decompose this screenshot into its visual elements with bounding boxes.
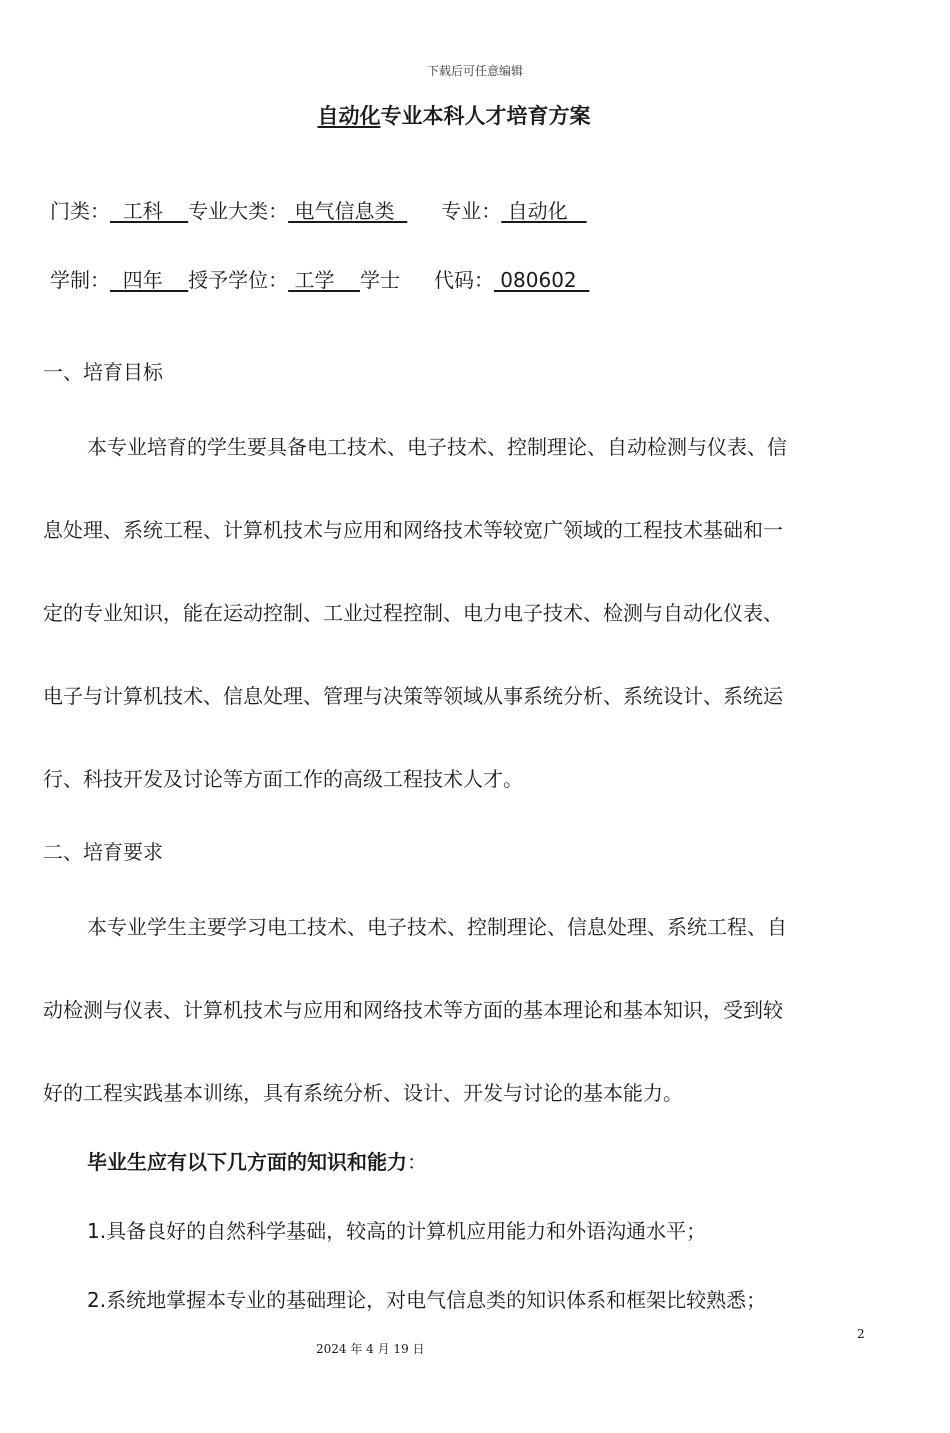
section1-line: 本专业培育的学生要具备电工技术、电子技术、控制理论、自动检测与仪表、信 — [87, 435, 787, 459]
section1-heading: 一、培育目标 — [43, 360, 163, 384]
category-label: 门类： — [50, 199, 110, 223]
section2-line: 本专业学生主要学习电工技术、电子技术、控制理论、信息处理、系统工程、自 — [87, 915, 787, 939]
degree-label: 授予学位： — [188, 268, 289, 292]
title-major: 自动化 — [317, 104, 381, 128]
code-label: 代码： — [433, 268, 494, 292]
page-number: 2 — [857, 1327, 865, 1341]
section2-heading: 二、培育要求 — [43, 840, 163, 864]
category-value: 工科 — [110, 199, 189, 223]
section2-line: 动检测与仪表、计算机技术与应用和网络技术等方面的基本理论和基本知识，受到较 — [43, 998, 783, 1022]
code-value: 080602 — [493, 268, 590, 292]
degree-value: 工学 — [288, 268, 360, 292]
footer-date: 2024 年 4 月 19 日 — [316, 1342, 425, 1356]
section1-line: 息处理、系统工程、计算机技术与应用和网络技术等较宽广领域的工程技术基础和一 — [43, 518, 783, 542]
section1-line: 行、科技开发及讨论等方面工作的高级工程技术人才。 — [43, 767, 523, 791]
section1-line: 电子与计算机技术、信息处理、管理与决策等领域从事系统分析、系统设计、系统运 — [43, 684, 783, 708]
degree-suffix: 学士 — [359, 268, 400, 292]
graduate-heading-text: 毕业生应有以下几方面的知识和能力 — [87, 1150, 407, 1174]
title-rest: 专业本科人才培育方案 — [380, 104, 591, 128]
list-item: 2.系统地掌握本专业的基础理论，对电气信息类的知识体系和框架比较熟悉； — [87, 1288, 767, 1312]
major-class-label: 专业大类： — [188, 199, 289, 223]
major-label: 专业： — [441, 199, 502, 223]
document-title — [0, 100, 908, 130]
header-note: 下载后可任意编辑 — [426, 64, 523, 78]
duration-value: 四年 — [110, 268, 189, 292]
info-row-1 — [50, 195, 587, 224]
info-row-2 — [50, 264, 589, 293]
section2-line: 好的工程实践基本训练，具有系统分析、设计、开发与讨论的基本能力。 — [43, 1081, 683, 1105]
list-item: 1.具备良好的自然科学基础，较高的计算机应用能力和外语沟通水平； — [87, 1219, 707, 1243]
major-class-value: 电气信息类 — [288, 199, 408, 223]
section1-line: 定的专业知识，能在运动控制、工业过程控制、电力电子技术、检测与自动化仪表、 — [43, 601, 783, 625]
major-value: 自动化 — [501, 199, 587, 223]
graduate-heading — [87, 1146, 427, 1175]
duration-label: 学制： — [50, 268, 110, 292]
graduate-heading-colon: ： — [407, 1150, 427, 1174]
